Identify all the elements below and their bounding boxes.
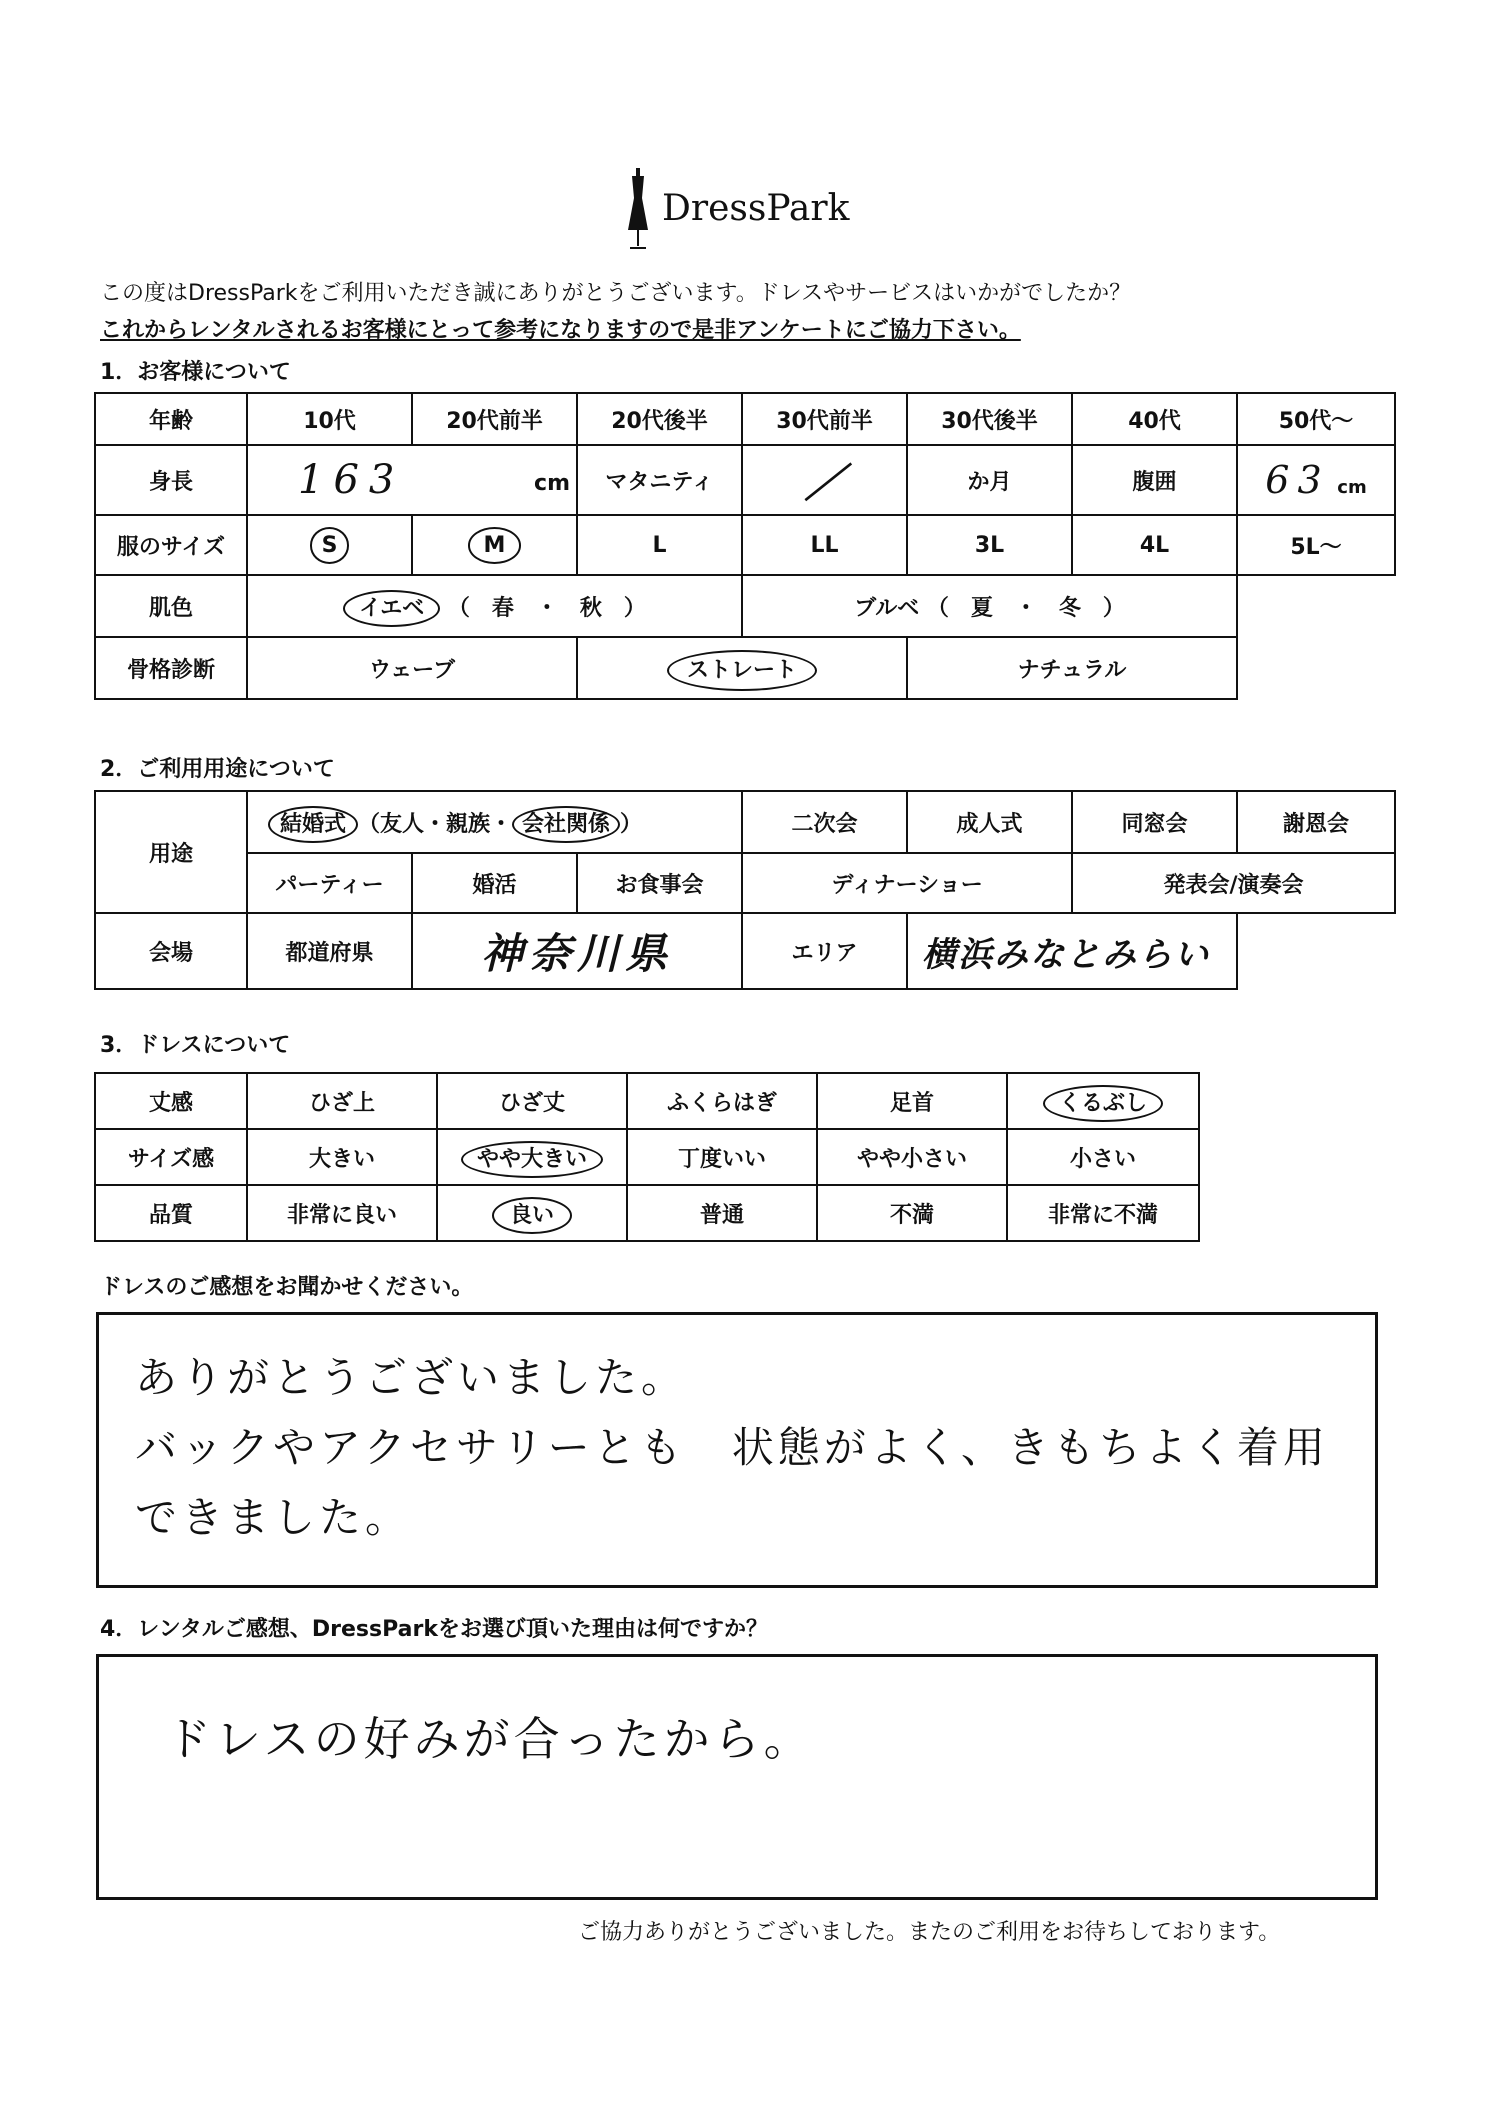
height-label: 身長	[95, 445, 247, 515]
age-option[interactable]: 20代前半	[412, 393, 577, 445]
skin-blue-option: ブルベ	[854, 595, 920, 621]
section1-title: 1．お客様について	[100, 360, 291, 385]
pref-value[interactable]: 神奈川県	[412, 913, 742, 989]
purpose-wedding[interactable]: 結婚式 （友人・親族・ 会社関係 ）	[247, 791, 742, 853]
length-option[interactable]: ひざ上	[247, 1073, 437, 1129]
age-option[interactable]: 20代後半	[577, 393, 742, 445]
size-option[interactable]: 4L	[1072, 515, 1237, 575]
quality-option[interactable]: 非常に不満	[1007, 1185, 1199, 1241]
impression-prompt: ドレスのご感想をお聞かせください。	[100, 1275, 474, 1300]
intro-text: この度はDressParkをご利用いただき誠にありがとうございます。ドレスやサービスはいかがでしたか？	[100, 281, 1132, 306]
length-label: 丈感	[95, 1073, 247, 1129]
dress-table	[94, 1072, 1200, 1242]
size-option-m[interactable]: M	[412, 515, 577, 575]
section3-title: 3．ドレスについて	[100, 1033, 291, 1058]
quality-label: 品質	[95, 1185, 247, 1241]
size-option[interactable]: 5L～	[1237, 515, 1395, 575]
maternity-value[interactable]: ／	[742, 445, 907, 515]
quality-row	[95, 1185, 1199, 1241]
size-option[interactable]: 3L	[907, 515, 1072, 575]
brand-name: DressPark	[662, 188, 850, 229]
fit-option-selected[interactable]: やや大きい	[437, 1129, 627, 1185]
age-label: 年齢	[95, 393, 247, 445]
frame-option[interactable]: ナチュラル	[907, 637, 1237, 699]
size-label: 服のサイズ	[95, 515, 247, 575]
purpose-label: 用途	[95, 791, 247, 913]
purpose-option[interactable]: 婚活	[412, 853, 577, 913]
size-row	[95, 515, 1395, 575]
waist-value: 63	[1265, 458, 1330, 502]
waist-label: 腹囲	[1072, 445, 1237, 515]
maternity-unit: か月	[907, 445, 1072, 515]
waist-field[interactable]	[1237, 445, 1395, 515]
intro-request: これからレンタルされるお客様にとって参考になりますので是非アンケートにご協力下さい。	[100, 318, 1021, 343]
height-unit: cm	[534, 471, 570, 496]
quality-option[interactable]: 普通	[627, 1185, 817, 1241]
section2-title: 2．ご利用用途について	[100, 757, 335, 782]
length-option[interactable]: ふくらはぎ	[627, 1073, 817, 1129]
quality-option[interactable]: 非常に良い	[247, 1185, 437, 1241]
purpose-option[interactable]: ディナーショー	[742, 853, 1072, 913]
frame-option-selected[interactable]: ストレート	[577, 637, 907, 699]
fit-option[interactable]: 丁度いい	[627, 1129, 817, 1185]
impression-line: できました。	[135, 1493, 412, 1542]
length-option[interactable]: ひざ丈	[437, 1073, 627, 1129]
section4-title: 4．レンタルご感想、DressParkをお選び頂いた理由は何ですか？	[100, 1617, 768, 1642]
pref-label: 都道府県	[247, 913, 412, 989]
frame-label: 骨格診断	[95, 637, 247, 699]
length-option-selected[interactable]: くるぶし	[1007, 1073, 1199, 1129]
impression-box[interactable]	[96, 1312, 1378, 1588]
size-option-s[interactable]: S	[247, 515, 412, 575]
wedding-detail: （友人・親族・	[358, 811, 513, 837]
purpose-option[interactable]: 発表会/演奏会	[1072, 853, 1395, 913]
age-option[interactable]: 50代～	[1237, 393, 1395, 445]
purpose-option[interactable]: パーティー	[247, 853, 412, 913]
maternity-label: マタニティ	[577, 445, 742, 515]
purpose-option[interactable]: 成人式	[907, 791, 1072, 853]
fit-row	[95, 1129, 1199, 1185]
fit-option[interactable]: 小さい	[1007, 1129, 1199, 1185]
reason-answer: ドレスの好みが合ったから。	[165, 1712, 814, 1766]
fit-option[interactable]: やや小さい	[817, 1129, 1007, 1185]
height-row	[95, 445, 1395, 515]
company-option: 会社関係	[512, 806, 620, 843]
frame-option[interactable]: ウェーブ	[247, 637, 577, 699]
skin-blue[interactable]	[742, 575, 1237, 637]
age-row	[95, 393, 1395, 445]
dress-icon	[622, 168, 654, 254]
purpose-option[interactable]: 同窓会	[1072, 791, 1237, 853]
height-field[interactable]	[247, 445, 577, 515]
customer-table	[94, 392, 1396, 700]
skin-yellow-option: イエベ	[343, 590, 440, 627]
area-value[interactable]: 横浜みなとみらい	[907, 913, 1237, 989]
frame-row	[95, 637, 1395, 699]
skin-blue-seasons: （ 夏 ・ 冬 ）	[926, 595, 1125, 621]
purpose-row-1	[95, 791, 1395, 853]
purpose-row-2	[95, 853, 1395, 913]
fit-label: サイズ感	[95, 1129, 247, 1185]
age-option[interactable]: 40代	[1072, 393, 1237, 445]
height-value: 163	[298, 457, 405, 503]
waist-unit: cm	[1337, 477, 1367, 498]
length-row	[95, 1073, 1199, 1129]
skin-row	[95, 575, 1395, 637]
venue-label: 会場	[95, 913, 247, 989]
venue-row	[95, 913, 1395, 989]
length-option[interactable]: 足首	[817, 1073, 1007, 1129]
logo	[622, 168, 882, 258]
size-option[interactable]: LL	[742, 515, 907, 575]
skin-yellow[interactable]	[247, 575, 742, 637]
quality-option[interactable]: 不満	[817, 1185, 1007, 1241]
purpose-option[interactable]: お食事会	[577, 853, 742, 913]
purpose-table	[94, 790, 1396, 990]
purpose-option[interactable]: 二次会	[742, 791, 907, 853]
reason-box[interactable]	[96, 1654, 1378, 1900]
skin-yellow-seasons: （ 春 ・ 秋 ）	[447, 595, 646, 621]
fit-option[interactable]: 大きい	[247, 1129, 437, 1185]
area-label: エリア	[742, 913, 907, 989]
purpose-option[interactable]: 謝恩会	[1237, 791, 1395, 853]
impression-line: ありがとうございました。	[135, 1353, 688, 1402]
skin-label: 肌色	[95, 575, 247, 637]
wedding-option: 結婚式	[268, 806, 358, 843]
size-option[interactable]: L	[577, 515, 742, 575]
impression-line: バックやアクセサリーとも 状態がよく、きもちよく着用	[135, 1423, 1329, 1472]
quality-option-selected[interactable]: 良い	[437, 1185, 627, 1241]
age-option[interactable]: 30代前半	[742, 393, 907, 445]
age-option[interactable]: 30代後半	[907, 393, 1072, 445]
closing-message: ご協力ありがとうございました。またのご利用をお待ちしております。	[578, 1920, 1281, 1945]
age-option[interactable]: 10代	[247, 393, 412, 445]
